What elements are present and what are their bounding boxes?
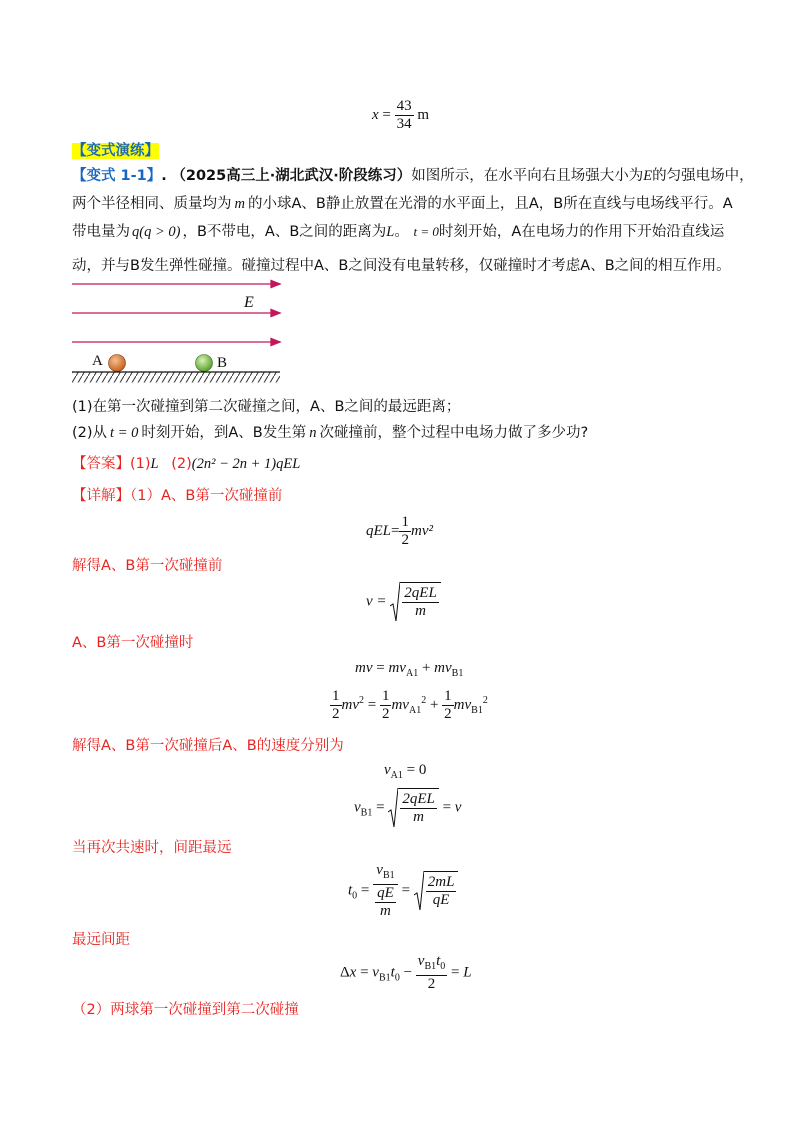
problem-text: 的匀强电场中， [652,168,754,184]
equation-x-result: x = $\frac{43}{34}$ m [372,98,430,132]
symbol-n: n [309,425,317,441]
eq-lhs: x [372,106,379,123]
answer-part-2-value: (2n² − 2n + 1)qEL [191,456,301,472]
equation-kinetic-energy: $\frac{1}{2}$ $mv^2$ = $\frac{1}{2}$ $mv_{A1}^2$ + $\frac{1}{2}$ $mv_{B1}^2$ [332,688,488,722]
problem-text: ，B不带电，A、B之间的距离为 [182,224,387,240]
detail-text: （1）A、B第一次碰撞前 [130,488,283,504]
time-expression: t = 0 [110,425,139,441]
numerator: 43 [396,98,412,114]
question-1 [72,397,460,417]
equation-momentum: mv = $mv_{A1} + mv_{B1}$ [355,660,464,679]
field-line-1 [72,281,280,288]
eq-lhs: qEL [366,522,392,539]
ball-a [109,355,126,372]
problem-line-2 [72,194,733,214]
question-2-text: 次碰撞前，整个过程中电场力做了多少功? [319,425,589,441]
question-1-text: (1)在第一次碰撞到第二次碰撞之间，A、B之间的最远距离； [72,399,461,415]
text-common-velocity [72,838,232,858]
denominator: m [415,603,426,619]
question-2-text: (2)从 [72,425,108,441]
equation-velocity [366,582,441,622]
answer-part-1-value: L [150,456,159,472]
problem-tag: 【变式 1-1】 [72,168,162,184]
problem-text: 两个半径相同、质量均为 [72,196,232,212]
sqrt [390,582,441,622]
detail-tag: 【详解】 [72,488,130,504]
text-collide [72,633,193,653]
field-line-3 [72,339,280,346]
ball-a-label: A [92,353,103,369]
problem-text: 。 [394,224,409,240]
ground-hatch [72,373,280,383]
eq-rhs: mv² [410,522,433,539]
problem-text: 带电量为 [72,224,130,240]
numerator: 2qEL [404,585,437,601]
text-after-content: 解得A、B第一次碰撞后A、B的速度分别为 [72,738,344,754]
text-collide-content: A、B第一次碰撞时 [72,635,194,651]
answer-line [72,454,300,474]
problem-text: 动，并与B发生弹性碰撞。碰撞过程中A、B之间没有电量转移，仅碰撞时才考虑A、B之间的相互作用。 [72,258,731,274]
equation-delta-x: $\Delta x = v_{B1}t_0$ − $\frac{v_{B1}t_0}{2}$ = L [340,953,472,992]
numerator: 1 [401,514,409,530]
equation-va1: $v_{A1} = 0$ [384,762,427,781]
problem-text: 如图所示，在水平向右且场强大小为 [411,168,644,184]
problem-text: 的小球A、B静止放置在光滑的水平面上，且A，B所在直线与电场线平行。A [247,196,733,212]
ball-b-label: B [217,355,228,371]
symbol-E: E [643,168,653,184]
field-label-E: E [244,294,254,311]
problem-dot: . [161,168,167,184]
equation-energy [366,514,433,549]
fraction [402,585,439,620]
text-farthest-content: 最远间距 [72,932,130,948]
symbol-m: m [234,196,245,212]
problem-line-3 [72,222,724,242]
charge-expression: q(q > 0) [132,224,181,240]
problem-source: （2025高三上·湖北武汉·阶段练习） [171,168,412,184]
unit: m [417,106,430,123]
equation-t0: $t_0$ = $\frac{v_{B1}}{\frac{qE}{m}}$ = $\frac{2mL}{qE}$ [348,862,458,920]
denominator: 2 [401,532,409,548]
time-expression: t = 0 [413,224,439,239]
question-2 [72,423,588,443]
question-2-text: 时刻开始，到A、B发生第 [141,425,307,441]
text-part-2-content: （2）两球第一次碰撞到第二次碰撞 [72,1002,299,1018]
eq-sign: = [391,522,400,539]
section-label [72,141,159,161]
text-solve [72,556,222,576]
fraction [395,98,414,133]
denominator: 34 [396,116,412,132]
fraction [399,514,411,549]
answer-part-1-label: (1) [130,456,151,472]
problem-text: 时刻开始，A在电场力的作用下开始沿直线运 [438,224,725,240]
detail-line [72,486,282,506]
text-solve-content: 解得A、B第一次碰撞前 [72,558,223,574]
text-farthest [72,930,130,950]
ball-b [196,355,213,372]
symbol-L: L [386,224,395,240]
eq-lhs: v = [366,593,387,610]
text-after [72,736,344,756]
problem-line-1 [72,166,754,186]
answer-part-2-label: (2) [171,456,192,472]
answer-tag: 【答案】 [72,456,130,472]
equation-vb1: $v_{B1}$ = $\frac{\text{2qEL}}{m}$ = v [354,788,461,828]
problem-line-4 [72,256,731,276]
text-common-content: 当再次共速时，间距最远 [72,840,232,856]
section-label-text: 【变式演练】 [72,143,159,159]
electric-field-figure [70,276,285,388]
text-part-2 [72,1000,299,1020]
